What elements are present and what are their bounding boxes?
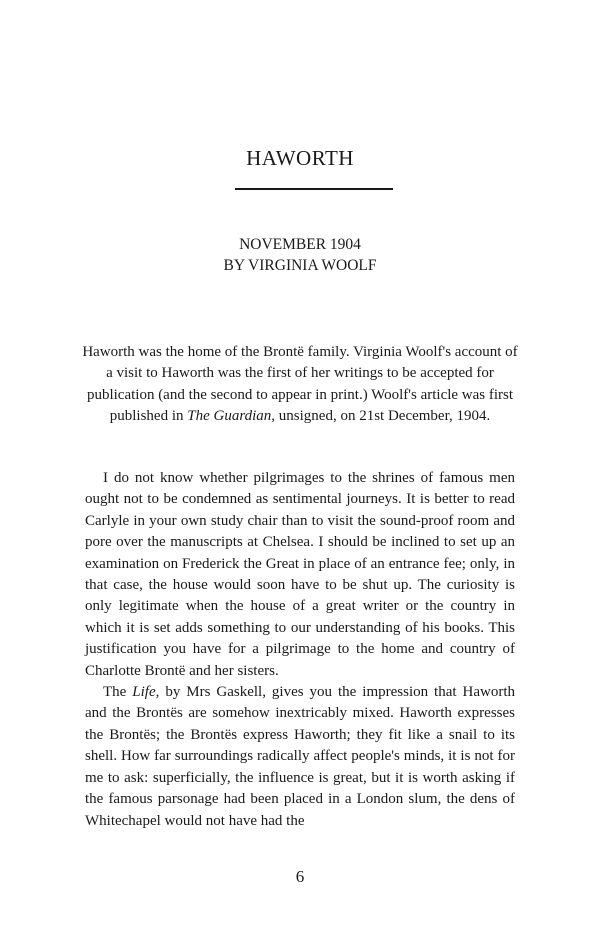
dateline xyxy=(0,234,600,276)
paragraph-2-post: , by Mrs Gaskell, gives you the impression that Haworth and the Brontës are somehow inextricably mixed. Haworth expresses the Brontës; the Brontës express Haworth; they fit like a snail to its shell. How far surroundings radically affect people's minds, it is not for me to ask: superficially, the influence is great, but it is worth asking if the famous parsonage had been placed in a London slum, the dens of Whitechapel would not have had the xyxy=(85,684,515,829)
dateline-author: BY VIRGINIA WOOLF xyxy=(223,257,377,274)
paragraph-2 xyxy=(85,682,515,832)
chapter-title: HAWORTH xyxy=(246,146,354,170)
intro-publication: The Guardian xyxy=(187,408,272,425)
dateline-date: NOVEMBER 1904 xyxy=(239,236,361,253)
paragraph-1: I do not know whether pilgrimages to the shrines of famous men ought not to be condemned as sentimental journeys. It is better to read Carlyle in your own study chair than to visit the sound-proof room and pore over the manuscripts at Chelsea. I should be inclined to set up an examination on Frederick the Great in place of an entrance fee; only, in that case, the house would soon have to be shut up. The curiosity is only legitimate when the house of a great writer or the country in which it is set adds something to our understanding of his books. This justification you have for a pilgrimage to the home and country of Charlotte Brontë and her sisters. xyxy=(85,470,515,679)
page-number: 6 xyxy=(295,867,305,886)
intro-text-2: , unsigned, on 21st December, 1904. xyxy=(271,408,491,425)
title-rule xyxy=(235,188,393,190)
paragraph-2-pre: The xyxy=(103,684,133,701)
body-text xyxy=(85,468,515,832)
intro-note xyxy=(80,342,520,428)
intro-text-1: Haworth was the home of the Brontë family. Virginia Woolf's account of a visit to Haworth was the first of her writings to be accepted for publication (and the second to appear in print.) Woolf's article was first published in xyxy=(82,344,518,425)
paragraph-2-italic: Life xyxy=(132,684,156,701)
